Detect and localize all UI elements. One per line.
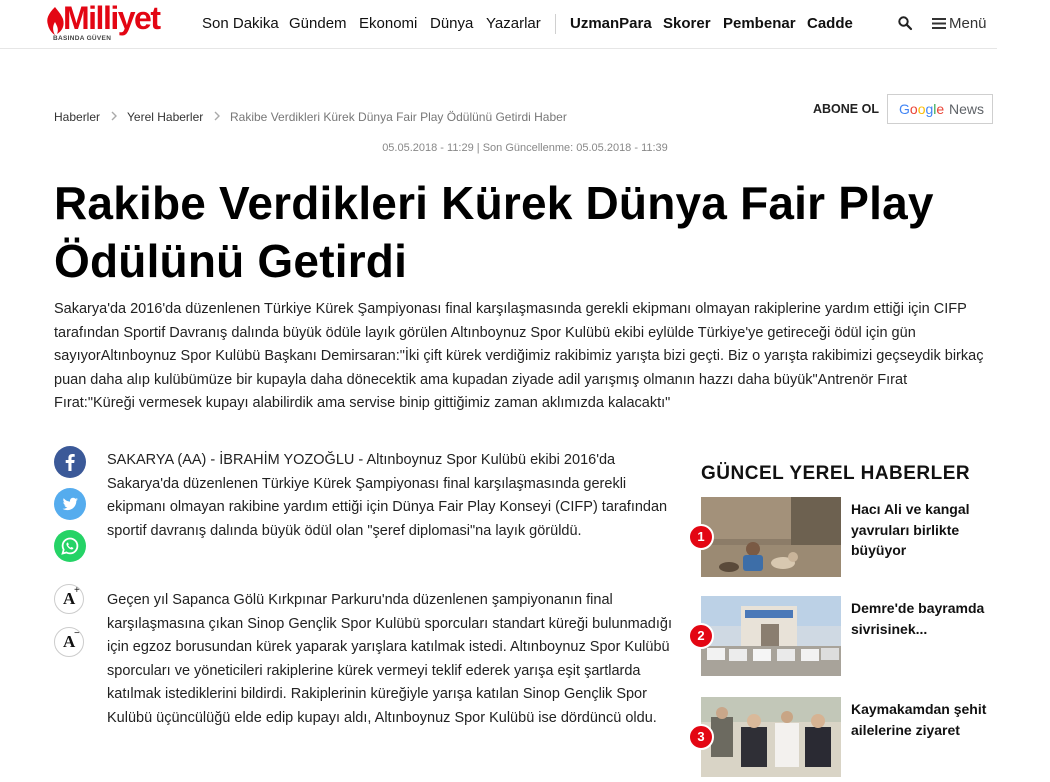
font-increase-label: A <box>63 589 76 608</box>
article-title: Rakibe Verdikleri Kürek Dünya Fair Play Ödülünü Getirdi <box>54 177 934 287</box>
font-decrease-label: A <box>63 632 76 651</box>
minus-icon: − <box>74 628 80 639</box>
sidebar-news-item[interactable] <box>697 697 997 777</box>
rank-badge: 1 <box>688 524 714 550</box>
hamburger-icon[interactable] <box>932 18 946 29</box>
nav-skorer[interactable]: Skorer <box>663 15 711 32</box>
whatsapp-share-button[interactable] <box>54 530 86 562</box>
logo-text: Milliyet <box>63 0 160 36</box>
article-date: 05.05.2018 - 11:29 | Son Güncellenme: 05.05.2018 - 11:39 <box>382 142 668 154</box>
article-summary: Sakarya'da 2016'da düzenlenen Türkiye Kürek Şampiyonası final karşılaşmasında gerekli ekipmanı olmayan rakiplerine yardım ettiği için CIFP tarafından Sportif Davranış dalında büyük ödüle layık görülen Altınboynuz Spor Kulübü ekibi eylülde Türkiye'ye getireceği ödül için gün sayıyorAltınboynuz Spor Kulübü Başkanı Demirsaran:"İki çift kürek verdiğimiz rakibimiz yarışta bizi geçti. Biz o yarışta rakibimizi geçseydik birkaç puan daha alıp kulübümüze bir kupayla daha dönecektik ama kupadan ziyade adil yarışmış olmanın hazzı daha büyük"Antrenör Fırat Fırat:"Küreği vermesek kupayı alabilirdik ama servise binip gittiğimiz zaman aklımızda kalacaktı" <box>54 301 984 411</box>
nav-ekonomi[interactable]: Ekonomi <box>359 15 418 32</box>
google-logo: Google <box>899 101 945 117</box>
sidebar-title: GÜNCEL YEREL HABERLER <box>701 463 971 484</box>
news-label: News <box>949 101 985 117</box>
sidebar-news-item[interactable] <box>697 596 997 676</box>
nav-uzmanpara[interactable]: UzmanPara <box>570 15 652 32</box>
news-thumbnail <box>697 596 841 676</box>
sidebar-news-title: Hacı Ali ve kangal yavruları birlikte büyüyor <box>851 501 970 558</box>
milliyet-logo[interactable] <box>44 0 194 45</box>
breadcrumb-current: Rakibe Verdikleri Kürek Dünya Fair Play Ödülünü Getirdi Haber <box>230 110 567 124</box>
facebook-icon <box>54 446 86 478</box>
facebook-share-button[interactable] <box>54 446 86 478</box>
nav-gundem[interactable]: Gündem <box>289 15 347 32</box>
font-increase-button[interactable] <box>54 584 84 614</box>
sidebar-news-title: Kaymakamdan şehit ailelerine ziyaret <box>851 701 987 738</box>
rank-badge: 2 <box>688 623 714 649</box>
nav-yazarlar[interactable]: Yazarlar <box>486 15 541 32</box>
chevron-right-icon <box>214 111 220 121</box>
menu-button[interactable]: Menü <box>949 15 987 32</box>
twitter-icon <box>54 488 86 520</box>
sidebar-news-item[interactable] <box>697 497 997 577</box>
search-icon[interactable] <box>898 16 912 30</box>
chevron-right-icon <box>111 111 117 121</box>
article-paragraph: SAKARYA (AA) - İBRAHİM YOZOĞLU - Altınboynuz Spor Kulübü ekibi 2016'da Sakarya'da düzenlenen Türkiye Kürek Şampiyonası final karşılaşmasında gerekli ekipmanı olmayan rakibine yardım ettiği için Dünya Fair Play Konseyi (CIFP) tarafından sportif davranış dalında büyük ödül olan "şeref diplomasi"na layık görüldü. <box>107 452 668 539</box>
breadcrumb-yerel-haberler[interactable]: Yerel Haberler <box>127 110 204 124</box>
twitter-share-button[interactable] <box>54 488 86 520</box>
nav-son-dakika[interactable]: Son Dakika <box>202 15 279 32</box>
google-news-button[interactable] <box>887 94 993 124</box>
sidebar-news-title: Demre'de bayramda sivrisinek... <box>851 600 985 637</box>
site-header <box>0 0 997 49</box>
plus-icon: + <box>74 585 80 596</box>
nav-divider <box>555 14 556 34</box>
logo-tagline: BASINDA GÜVEN <box>53 35 112 42</box>
font-decrease-button[interactable] <box>54 627 84 657</box>
nav-cadde[interactable]: Cadde <box>807 15 853 32</box>
whatsapp-icon <box>54 530 86 562</box>
subscribe-label: ABONE OL <box>813 102 879 116</box>
news-thumbnail <box>697 697 841 777</box>
breadcrumb-haberler[interactable]: Haberler <box>54 110 101 124</box>
article-paragraph: Geçen yıl Sapanca Gölü Kırkpınar Parkuru'nda düzenlenen şampiyonanın final karşılaşmasına çıkan Sinop Gençlik Spor Kulübü sporcuları standart küreği bulunmadığı için egzoz borusundan kürek yaparak yarışlara katılmak istedi. Altınboynuz Spor Kulübü sporcuları ve yöneticileri rakiplerine kürek vermeyi teklif ederek yarışa eşit şartlarda katılmak istediklerini bildirdi. Rakiplerinin küreğiyle yarışa katılan Sinop Gençlik Spor Kulübü üçüncülüğü elde edip kupayı aldı, Altınboynuz Spor Kulübü ise dördüncü oldu. <box>107 592 672 726</box>
nav-dunya[interactable]: Dünya <box>430 15 474 32</box>
rank-badge: 3 <box>688 724 714 750</box>
news-thumbnail <box>697 497 841 577</box>
nav-pembenar[interactable]: Pembenar <box>723 15 796 32</box>
